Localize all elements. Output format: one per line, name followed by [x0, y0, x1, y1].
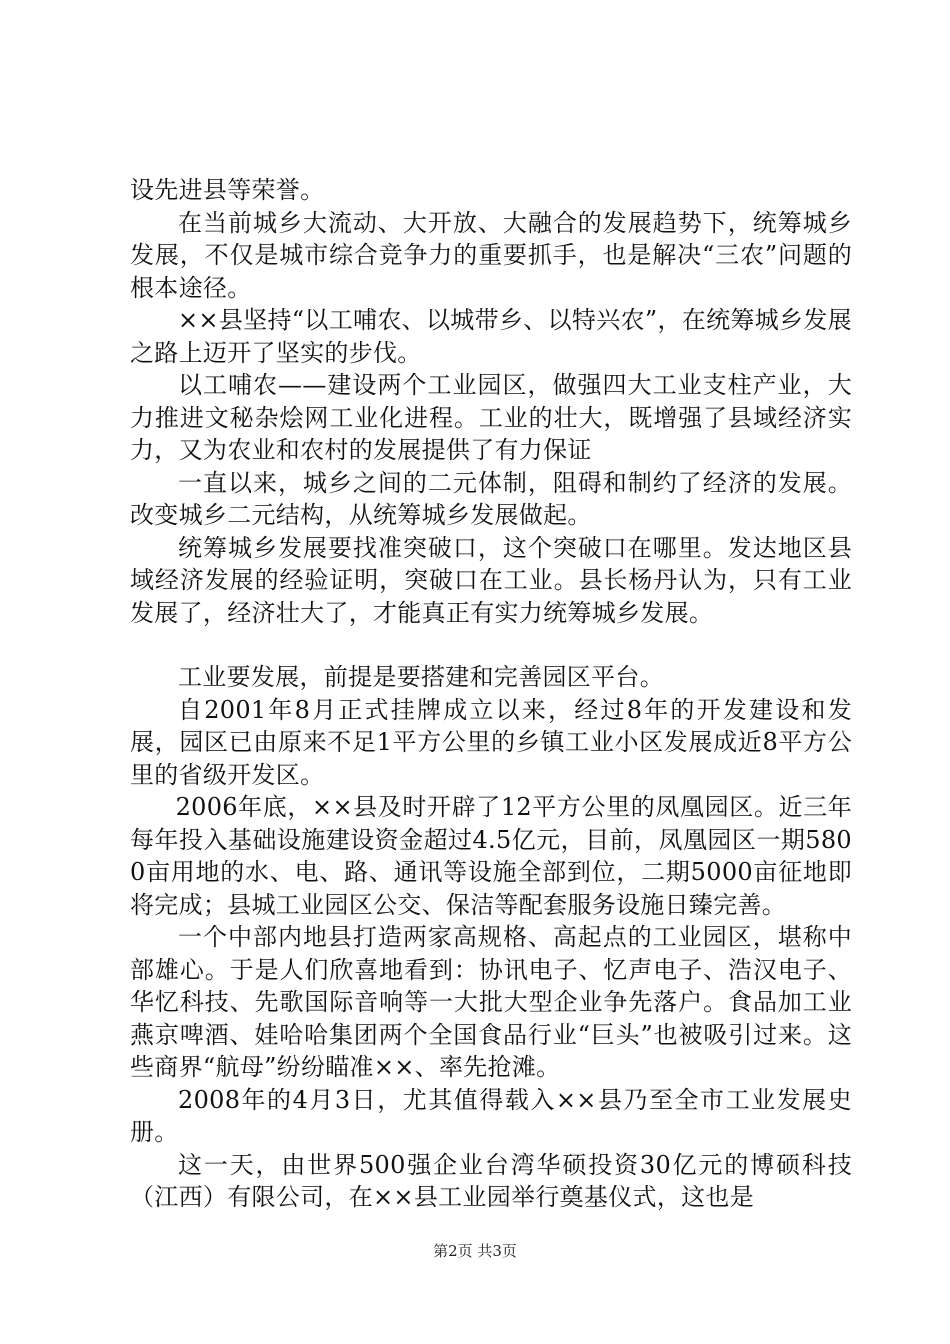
page-footer: 第2页 共3页 — [433, 1242, 517, 1260]
paragraph-8: 自2001年8月正式挂牌成立以来，经过8年的开发建设和发展，园区已由原来不足1平方公里的乡镇工业小区发展成近8平方公里的省级开发区。 — [130, 695, 852, 789]
paragraph-6: 统筹城乡发展要找准突破口，这个突破口在哪里。发达地区县域经济发展的经验证明，突破口在工业。县长杨丹认为，只有工业发展了，经济壮大了，才能真正有实力统筹城乡发展。 — [130, 533, 852, 627]
paragraph-10: 一个中部内地县打造两家高规格、高起点的工业园区，堪称中部雄心。于是人们欣喜地看到：协讯电子、忆声电子、浩汉电子、华忆科技、先歌国际音响等一大批大型企业争先落户。食品加工业燕京啤酒、娃哈哈集团两个全国食品行业“巨头”也被吸引过来。这些商界“航母”纷纷瞄准××、率先抢滩。 — [130, 923, 852, 1081]
paragraph-5: 一直以来，城乡之间的二元体制，阻碍和制约了经济的发展。改变城乡二元结构，从统筹城乡发展做起。 — [130, 468, 852, 529]
paragraph-11: 2008年的4月3日，尤其值得载入××县乃至全市工业发展史册。 — [130, 1085, 852, 1146]
paragraph-3: ××县坚持“以工哺农、以城带乡、以特兴农”，在统筹城乡发展之路上迈开了坚实的步伐。 — [130, 306, 852, 367]
paragraph-9: 2006年底，××县及时开辟了12平方公里的凤凰园区。近三年每年投入基础设施建设资金超过4.5亿元，目前，凤凰园区一期5800亩用地的水、电、路、通讯等设施全部到位，二期5000亩征地即将完成；县城工业园区公交、保洁等配套服务设施日臻完善。 — [130, 793, 852, 919]
document-body — [130, 174, 852, 1214]
paragraph-7: 工业要发展，前提是要搭建和完善园区平台。 — [178, 663, 664, 691]
paragraph-2: 在当前城乡大流动、大开放、大融合的发展趋势下，统筹城乡发展，不仅是城市综合竞争力的重要抓手，也是解决“三农”问题的根本途径。 — [130, 208, 852, 302]
paragraph-12: 这一天，由世界500强企业台湾华硕投资30亿元的博硕科技（江西）有限公司，在××县工业园举行奠基仪式，这也是 — [130, 1150, 852, 1211]
paragraph-4: 以工哺农——建设两个工业园区，做强四大工业支柱产业，大力推进文秘杂烩网工业化进程。工业的壮大，既增强了县域经济实力，又为农业和农村的发展提供了有力保证 — [130, 371, 852, 464]
paragraph-1: 设先进县等荣誉。 — [130, 176, 325, 204]
